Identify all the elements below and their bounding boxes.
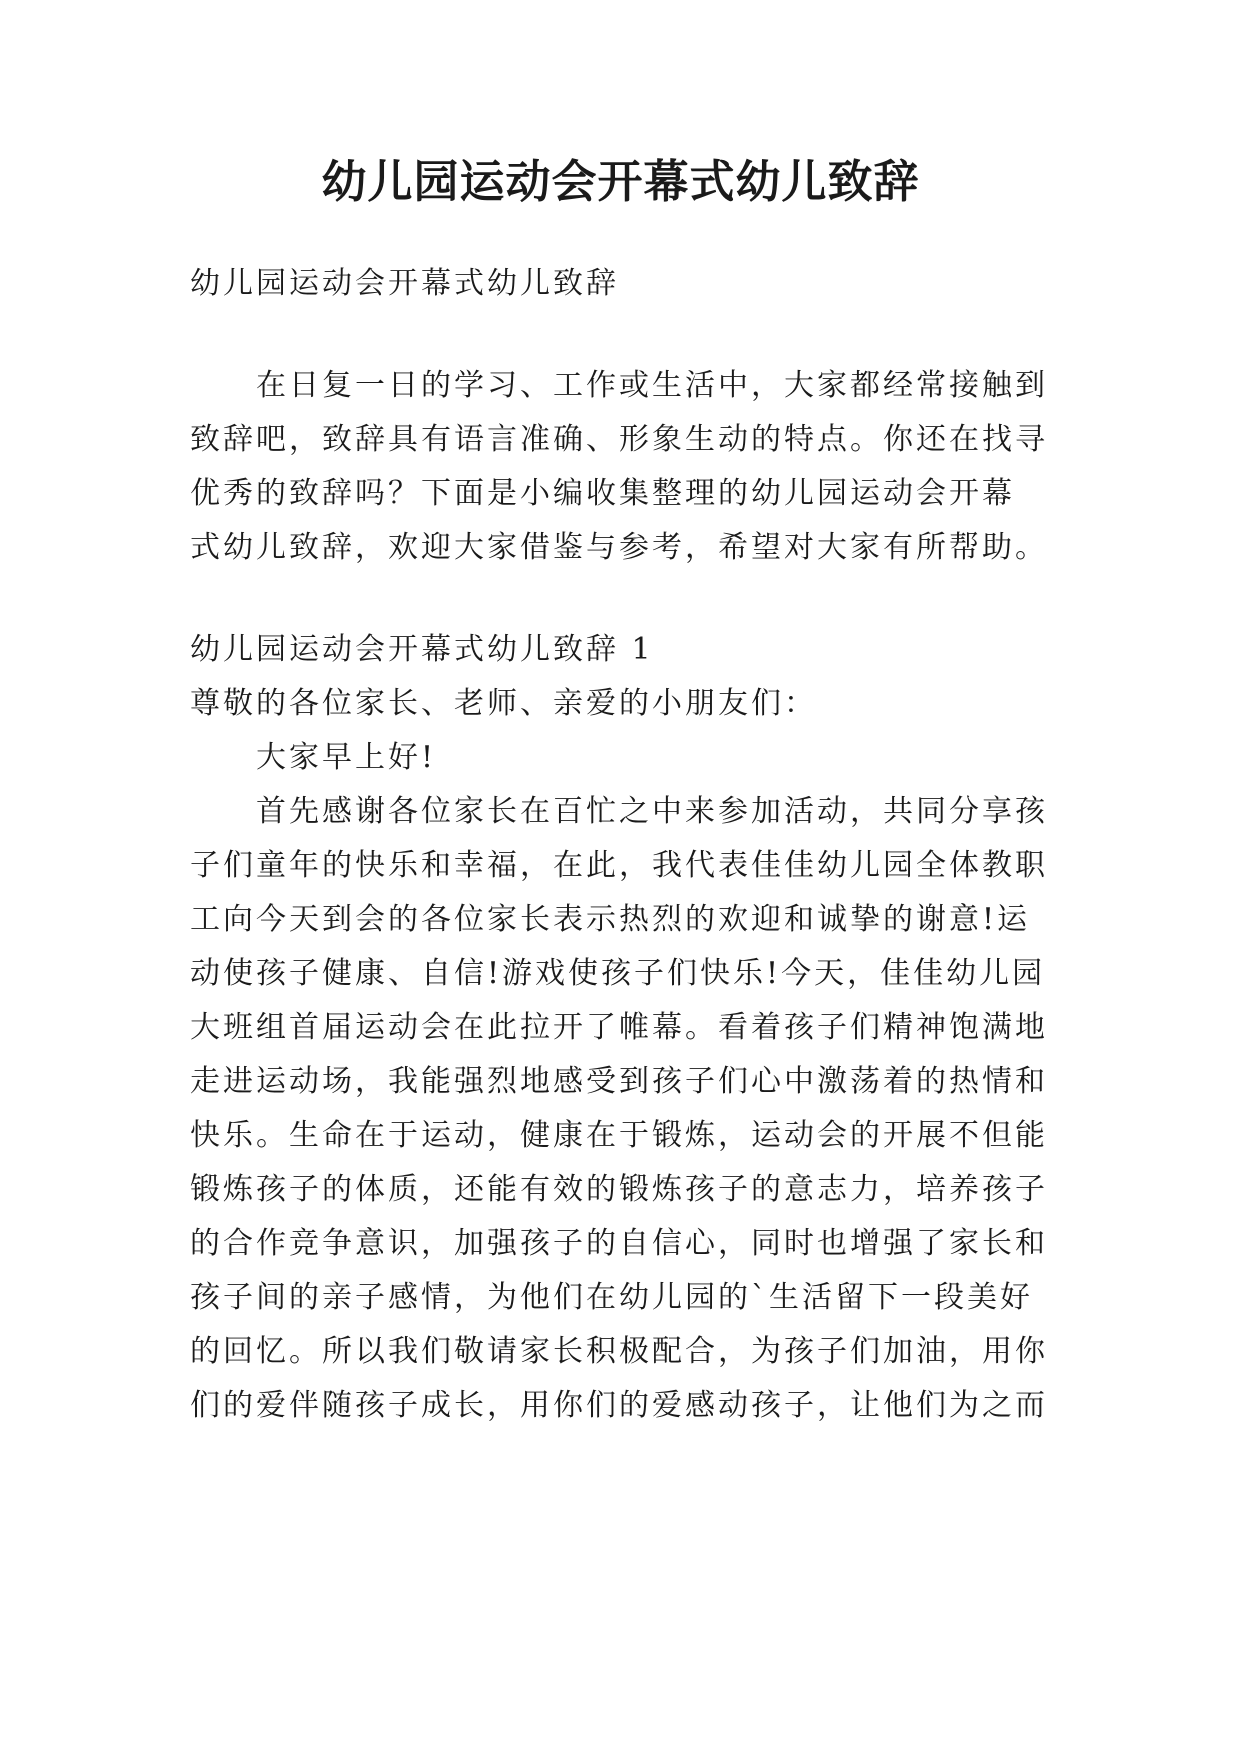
- body-line-5: 大班组首届运动会在此拉开了帷幕。看着孩子们精神饱满地: [190, 1010, 1048, 1045]
- body-line-6: 走进运动场，我能强烈地感受到孩子们心中激荡着的热情和: [190, 1064, 1048, 1099]
- body-line-8: 锻炼孩子的体质，还能有效的锻炼孩子的意志力，培养孩子: [190, 1172, 1048, 1207]
- body-line-9: 的合作竞争意识，加强孩子的自信心，同时也增强了家长和: [190, 1226, 1048, 1261]
- body-line-4: 动使孩子健康、自信!游戏使孩子们快乐!今天，佳佳幼儿园: [190, 956, 1046, 991]
- body-line-7: 快乐。生命在于运动，健康在于锻炼，运动会的开展不但能: [190, 1118, 1048, 1153]
- body-line-1: 首先感谢各位家长在百忙之中来参加活动，共同分享孩: [256, 794, 1048, 829]
- subtitle: 幼儿园运动会开幕式幼儿致辞: [190, 266, 619, 301]
- intro-line-4: 式幼儿致辞，欢迎大家借鉴与参考，希望对大家有所帮助。: [190, 530, 1048, 565]
- greeting: 大家早上好!: [256, 740, 437, 775]
- body-line-10: 孩子间的亲子感情，为他们在幼儿园的`生活留下一段美好: [190, 1280, 1033, 1315]
- salutation: 尊敬的各位家长、老师、亲爱的小朋友们：: [190, 686, 817, 721]
- body-line-12: 们的爱伴随孩子成长，用你们的爱感动孩子，让他们为之而: [190, 1388, 1048, 1423]
- intro-line-1: 在日复一日的学习、工作或生活中，大家都经常接触到: [256, 368, 1048, 403]
- intro-line-3: 优秀的致辞吗？下面是小编收集整理的幼儿园运动会开幕: [190, 476, 1015, 511]
- document-title: 幼儿园运动会开幕式幼儿致辞: [321, 155, 920, 208]
- body-line-3: 工向今天到会的各位家长表示热烈的欢迎和诚挚的谢意!运: [190, 902, 1031, 937]
- body-line-2: 子们童年的快乐和幸福，在此，我代表佳佳幼儿园全体教职: [190, 848, 1048, 883]
- intro-line-2: 致辞吧，致辞具有语言准确、形象生动的特点。你还在找寻: [190, 422, 1048, 457]
- body-line-11: 的回忆。所以我们敬请家长积极配合，为孩子们加油，用你: [190, 1334, 1048, 1369]
- section-heading: 幼儿园运动会开幕式幼儿致辞 1: [190, 632, 654, 667]
